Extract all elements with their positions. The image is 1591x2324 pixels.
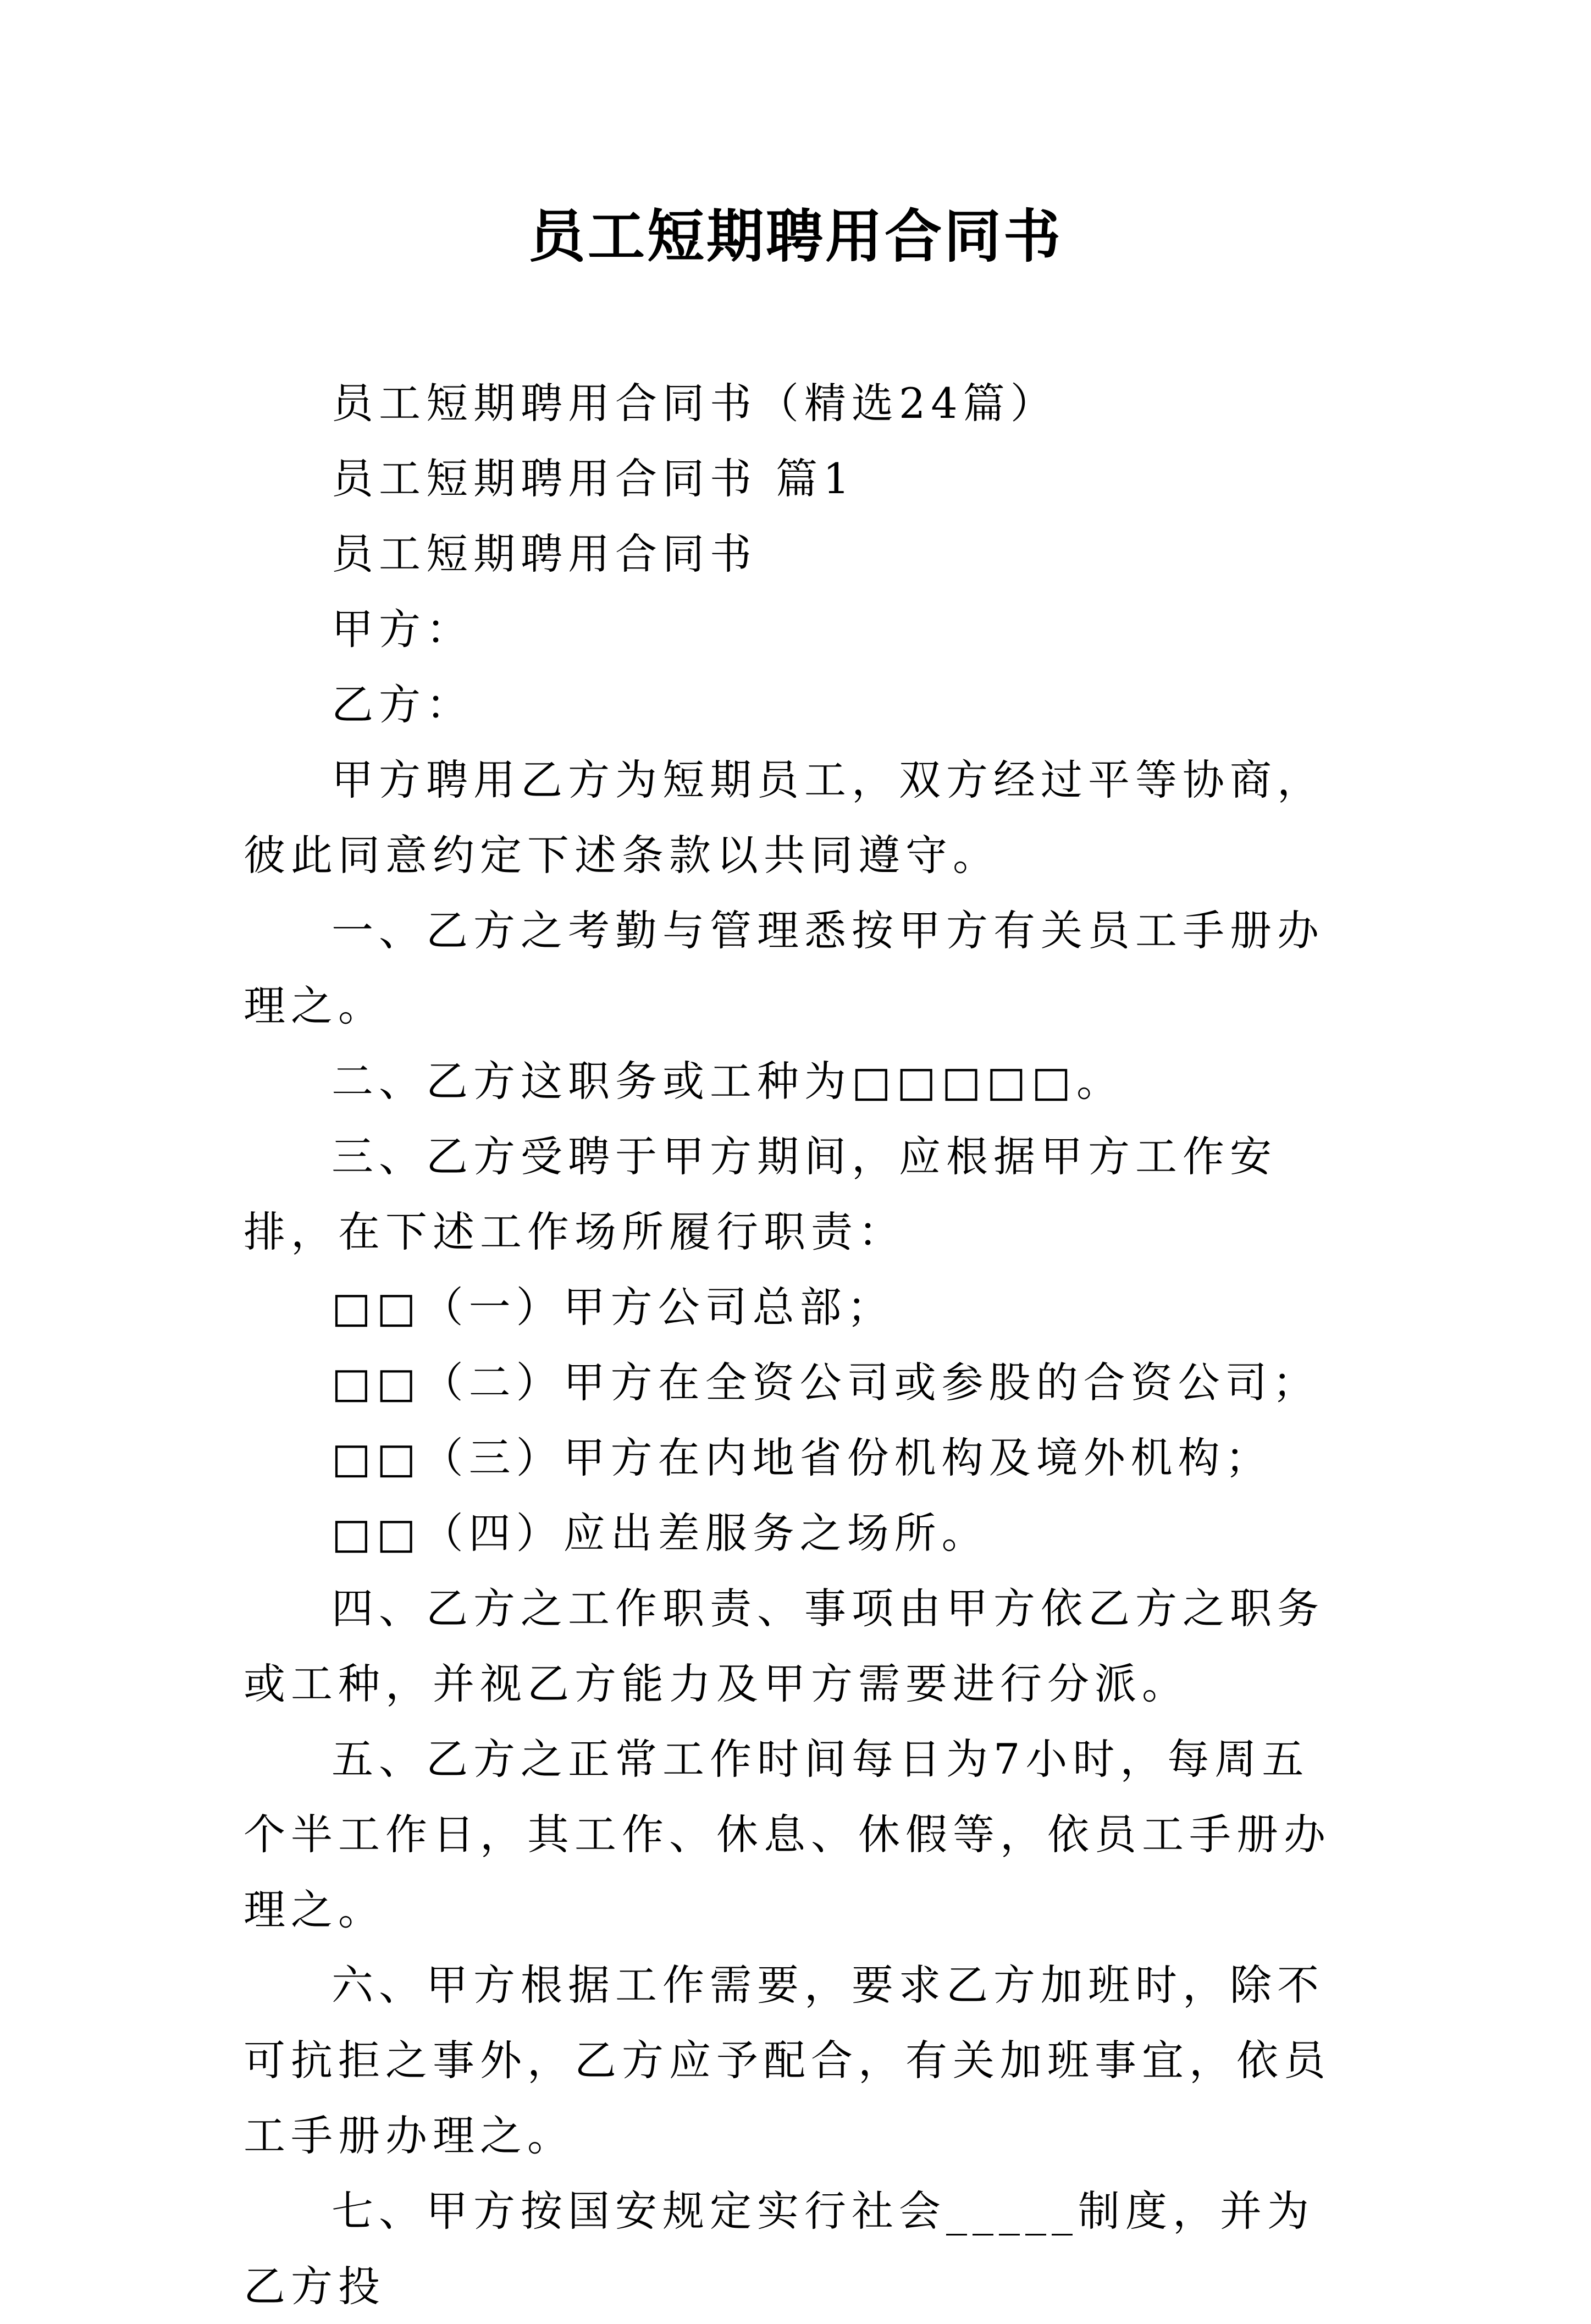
paragraph-contract-title: 员工短期聘用合同书	[332, 529, 757, 578]
party-b-line: 乙方：	[332, 680, 473, 729]
paragraph-section-heading: 员工短期聘用合同书 篇1	[332, 454, 855, 503]
clause-3-option-3: □□（三）甲方在内地省份机构及境外机构；	[332, 1433, 1273, 1482]
document-body	[244, 366, 1354, 2324]
clause-4: 四、乙方之工作职责、事项由甲方依乙方之职务或工种，并视乙方能力及甲方需要进行分派。	[244, 1584, 1324, 1708]
clause-3-option-4: □□（四）应出差服务之场所。	[332, 1509, 989, 1558]
document-title: 员工短期聘用合同书	[528, 203, 1063, 270]
clause-3: 三、乙方受聘于甲方期间，应根据甲方工作安排，在下述工作场所履行职责：	[244, 1132, 1277, 1256]
clause-7: 七、甲方按国安规定实行社会_____制度，并为乙方投	[244, 2187, 1314, 2311]
clause-6: 六、甲方根据工作需要，要求乙方加班时，除不可抗拒之事外，乙方应予配合，有关加班事宜，依员工手册办理之。	[244, 1961, 1331, 2160]
clause-5: 五、乙方之正常工作时间每日为7小时，每周五个半工作日，其工作、休息、休假等，依员工手册办理之。	[244, 1735, 1331, 1934]
clause-2: 二、乙方这职务或工种为□□□□□。	[332, 1057, 1124, 1106]
clause-3-option-1: □□（一）甲方公司总部；	[332, 1283, 894, 1332]
clause-1: 一、乙方之考勤与管理悉按甲方有关员工手册办理之。	[244, 906, 1324, 1030]
paragraph-collection-title: 员工短期聘用合同书（精选24篇）	[332, 379, 1058, 428]
party-a-line: 甲方：	[332, 605, 473, 654]
clause-3-option-2: □□（二）甲方在全资公司或参股的合资公司；	[332, 1358, 1320, 1407]
paragraph-preamble: 甲方聘用乙方为短期员工，双方经过平等协商，彼此同意约定下述条款以共同遵守。	[244, 755, 1324, 880]
